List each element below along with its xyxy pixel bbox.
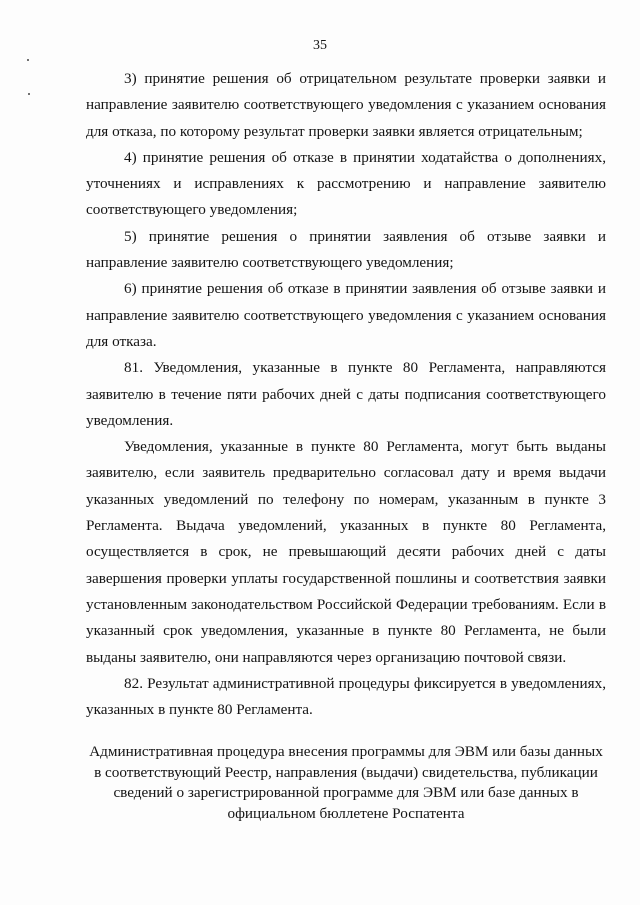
section-heading-line: официальном бюллетене Роспатента [227, 804, 465, 822]
section-heading-line: Административная процедура внесения программы для ЭВМ или базы данных [89, 743, 603, 760]
page-number: 35 [313, 38, 327, 53]
paragraph-81: 81. Уведомления, указанные в пункте 80 Регламента, направляются заявителю в течение пяти рабочих дней с даты подписания соответствующего уведомления. [86, 359, 606, 429]
scan-speck [27, 59, 29, 61]
scan-speck [28, 93, 30, 95]
section-heading [86, 742, 606, 824]
section-heading-line: в соответствующий Реестр, направления (выдачи) свидетельства, публикации [94, 763, 598, 781]
paragraph-item-4: 4) принятие решения об отказе в принятии ходатайства о дополнениях, уточнениях и исправлениях к рассмотрению и направление заявителю соответствующего уведомления; [86, 148, 606, 219]
paragraph-item-6: 6) принятие решения об отказе в принятии заявления об отзыве заявки и направление заявителю соответствующего уведомления с указанием основания для отказа. [86, 280, 606, 350]
paragraph-81-continued: Уведомления, указанные в пункте 80 Регламента, могут быть выданы заявителю, если заявитель предварительно согласовал дату и время выдачи указанных уведомлений по телефону по номерам, указанным в пункте 3 Регламента. Выдача уведомлений, указанных в пункте 80 Регламента, осуществляется в срок, не превышающий десяти рабочих дней с даты завершения проверки уплаты государственной пошлины и соответствия заявки установленным законодательством Российской Федерации требованиям. Если в указанный срок уведомления, указанные в пункте 80 Регламента, не были выданы заявителю, они направляются через организацию почтовой связи. [86, 438, 606, 666]
paragraph-82: 82. Результат административной процедуры фиксируется в уведомлениях, указанных в пункте 80 Регламента. [86, 674, 606, 719]
body-text [86, 66, 606, 723]
paragraph-item-5: 5) принятие решения о принятии заявления об отзыве заявки и направление заявителю соответствующего уведомления; [86, 227, 606, 272]
paragraph-item-3: 3) принятие решения об отрицательном результате проверки заявки и направление заявителю соответствующего уведомления с указанием основания для отказа, по которому результат проверки заявки является отрицательным; [86, 70, 606, 140]
section-heading-line: сведений о зарегистрированной программе для ЭВМ или базе данных в [113, 784, 579, 801]
